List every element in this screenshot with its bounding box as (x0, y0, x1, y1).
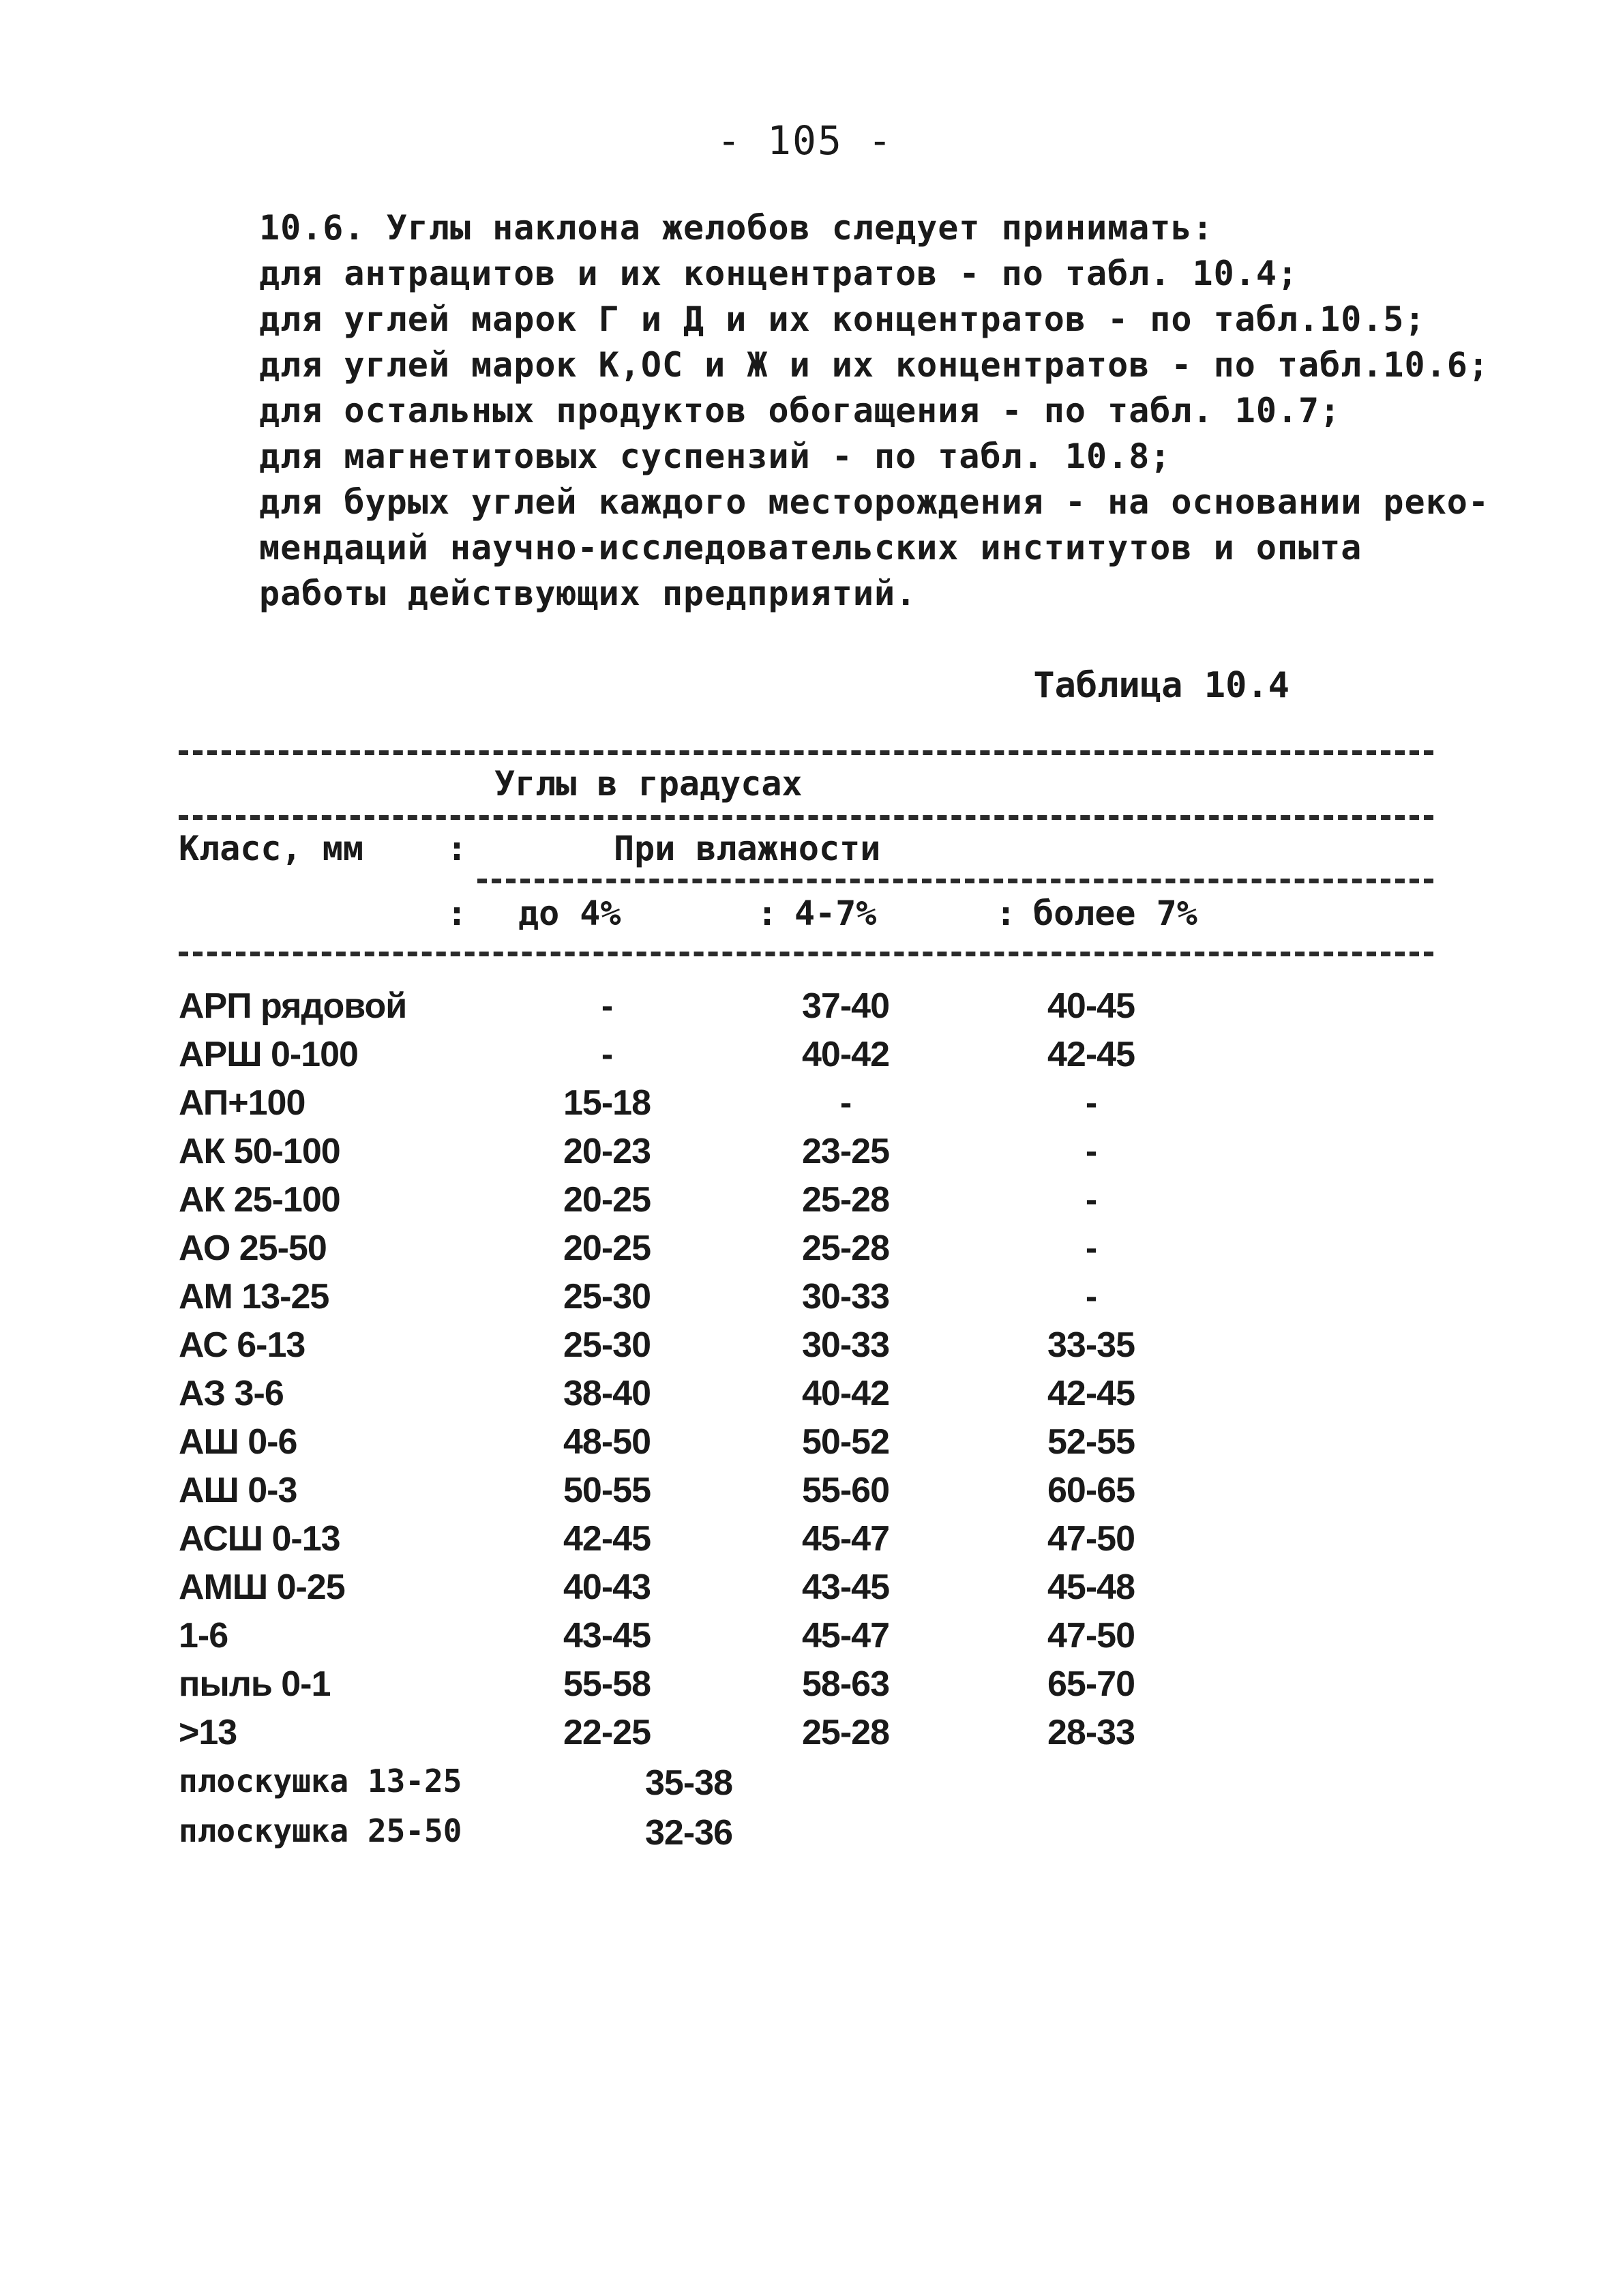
table-row (0, 1179, 1610, 1227)
class-cell: АРШ 0-100 (179, 1035, 358, 1074)
class-cell: АСШ 0-13 (179, 1519, 340, 1559)
value-up-to-4: 48-50 (563, 1422, 651, 1462)
table-row (0, 1276, 1610, 1324)
value-over-7: 42-45 (1047, 1374, 1135, 1413)
class-cell: АШ 0-6 (179, 1422, 297, 1462)
table-row (0, 1034, 1610, 1082)
class-cell: >13 (179, 1713, 237, 1752)
value-up-to-4: 42-45 (563, 1519, 651, 1559)
table-row (0, 986, 1610, 1033)
paragraph-line: для углей марок К,ОС и Ж и их концентратов - по табл.10.6; (259, 345, 1489, 385)
value-4-7: 45-47 (802, 1519, 889, 1559)
value-up-to-4: 55-58 (563, 1664, 651, 1704)
value-over-7: 60-65 (1047, 1471, 1135, 1510)
value-4-7: 25-28 (802, 1180, 889, 1220)
page-number: - 105 - (717, 117, 893, 164)
header-bottom-rule (179, 952, 1433, 956)
value-4-7: 23-25 (802, 1132, 889, 1171)
table-row (0, 1373, 1610, 1421)
class-cell: АП+100 (179, 1083, 305, 1123)
value-up-to-4: - (601, 1035, 613, 1074)
value-4-7: - (839, 1083, 852, 1123)
class-cell: АК 25-100 (179, 1180, 340, 1220)
paragraph-line: для бурых углей каждого месторождения - на основании реко- (259, 482, 1489, 522)
paragraph-line: мендаций научно-исследовательских институтов и опыта (259, 528, 1362, 568)
table-row (0, 1518, 1610, 1566)
value-4-7: 30-33 (802, 1325, 889, 1365)
table-caption: Таблица 10.4 (1033, 665, 1290, 706)
table-row (0, 1325, 1610, 1372)
value-over-7: - (1085, 1132, 1097, 1171)
table-row (0, 1567, 1610, 1615)
table-row (0, 1422, 1610, 1469)
value-over-7: - (1085, 1083, 1097, 1123)
paragraph-line: для углей марок Г и Д и их концентратов - по табл.10.5; (259, 299, 1426, 339)
class-cell: АМШ 0-25 (179, 1568, 345, 1607)
value-over-7: 40-45 (1047, 986, 1135, 1026)
value-4-7: 55-60 (802, 1471, 889, 1510)
header-class: Класс, мм (179, 829, 363, 868)
value-up-to-4: 22-25 (563, 1713, 651, 1752)
value-4-7: 37-40 (802, 986, 889, 1026)
column-separator: : (447, 829, 468, 868)
class-cell: плоскушка 25-50 (179, 1812, 462, 1849)
paragraph-line: для магнетитовых суспензий - по табл. 10.8; (259, 437, 1172, 476)
class-cell: плоскушка 13-25 (179, 1763, 462, 1799)
class-cell: пыль 0-1 (179, 1664, 331, 1704)
moisture-rule (477, 879, 1433, 883)
header-over-7: более 7% (1033, 894, 1197, 933)
table-row (0, 1083, 1610, 1130)
value-up-to-4: 20-25 (563, 1180, 651, 1220)
value-over-7: 47-50 (1047, 1519, 1135, 1559)
table-row (0, 1712, 1610, 1760)
table-row (0, 1228, 1610, 1276)
table-row-extra (0, 1812, 1610, 1860)
paragraph-line: для антрацитов и их концентратов - по табл. 10.4; (259, 254, 1299, 293)
paragraph-line: работы действующих предприятий. (259, 574, 917, 613)
value-over-7: 42-45 (1047, 1035, 1135, 1074)
value-cell: 35-38 (645, 1763, 732, 1803)
value-cell: 32-36 (645, 1813, 732, 1853)
value-4-7: 40-42 (802, 1035, 889, 1074)
header-angles: Углы в градусах (494, 764, 803, 804)
class-cell: АРП рядовой (179, 986, 407, 1026)
value-up-to-4: 38-40 (563, 1374, 651, 1413)
column-separator: : (447, 894, 468, 933)
value-4-7: 45-47 (802, 1616, 889, 1655)
value-over-7: - (1085, 1228, 1097, 1268)
value-up-to-4: 25-30 (563, 1277, 651, 1316)
value-4-7: 30-33 (802, 1277, 889, 1316)
header-rule (179, 815, 1433, 820)
value-over-7: 65-70 (1047, 1664, 1135, 1704)
table-row (0, 1470, 1610, 1518)
value-up-to-4: 15-18 (563, 1083, 651, 1123)
header-4-7: 4-7% (794, 894, 877, 933)
value-up-to-4: 20-25 (563, 1228, 651, 1268)
value-up-to-4: 20-23 (563, 1132, 651, 1171)
header-up-to-4: до 4% (518, 894, 621, 933)
class-cell: 1-6 (179, 1616, 228, 1655)
value-4-7: 25-28 (802, 1228, 889, 1268)
table-row-extra (0, 1763, 1610, 1810)
value-4-7: 25-28 (802, 1713, 889, 1752)
table-row (0, 1131, 1610, 1179)
value-4-7: 58-63 (802, 1664, 889, 1704)
value-over-7: 47-50 (1047, 1616, 1135, 1655)
class-cell: АЗ 3-6 (179, 1374, 284, 1413)
class-cell: АК 50-100 (179, 1132, 340, 1171)
value-up-to-4: 25-30 (563, 1325, 651, 1365)
column-separator: : (996, 894, 1017, 933)
class-cell: АС 6-13 (179, 1325, 305, 1365)
table-top-rule (179, 750, 1433, 755)
paragraph-line: 10.6. Углы наклона желобов следует принимать: (259, 208, 1214, 248)
value-up-to-4: 50-55 (563, 1471, 651, 1510)
paragraph-line: для остальных продуктов обогащения - по табл. 10.7; (259, 391, 1341, 430)
header-moisture: При влажности (614, 829, 881, 868)
column-separator: : (757, 894, 778, 933)
table-row (0, 1615, 1610, 1663)
class-cell: АМ 13-25 (179, 1277, 329, 1316)
value-over-7: 28-33 (1047, 1713, 1135, 1752)
value-4-7: 50-52 (802, 1422, 889, 1462)
value-over-7: - (1085, 1277, 1097, 1316)
value-4-7: 43-45 (802, 1568, 889, 1607)
value-4-7: 40-42 (802, 1374, 889, 1413)
value-up-to-4: 40-43 (563, 1568, 651, 1607)
value-over-7: - (1085, 1180, 1097, 1220)
class-cell: АШ 0-3 (179, 1471, 297, 1510)
value-up-to-4: 43-45 (563, 1616, 651, 1655)
value-over-7: 45-48 (1047, 1568, 1135, 1607)
value-up-to-4: - (601, 986, 613, 1026)
value-over-7: 33-35 (1047, 1325, 1135, 1365)
class-cell: АО 25-50 (179, 1228, 327, 1268)
value-over-7: 52-55 (1047, 1422, 1135, 1462)
table-row (0, 1664, 1610, 1711)
